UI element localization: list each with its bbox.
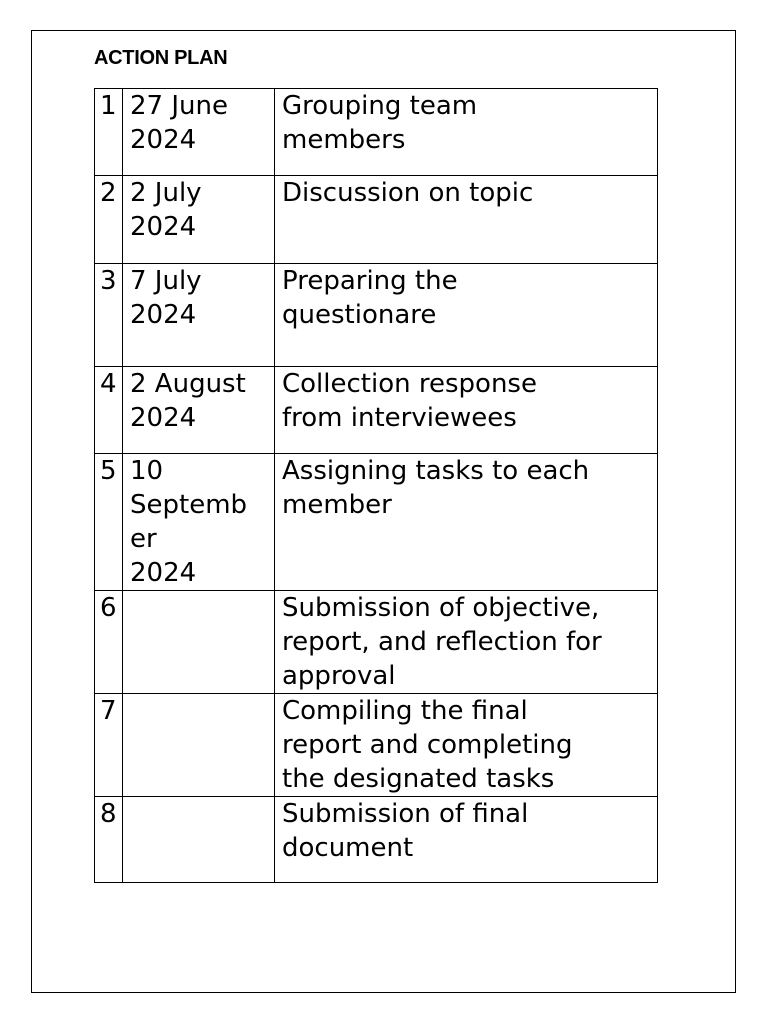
activity-line: Submission of objective, bbox=[282, 593, 600, 623]
date-cell bbox=[123, 797, 275, 883]
activity-line: from interviewees bbox=[282, 403, 517, 433]
table-row bbox=[95, 176, 658, 264]
activity-cell bbox=[275, 264, 658, 367]
date-line: 10 bbox=[130, 456, 164, 486]
date-line: 2 July bbox=[130, 178, 202, 208]
row-number: 7 bbox=[95, 694, 123, 797]
activity-line: Submission of final bbox=[282, 799, 529, 829]
date-cell bbox=[123, 89, 275, 176]
date-line: er bbox=[130, 524, 157, 554]
document-page bbox=[31, 30, 736, 993]
activity-cell bbox=[275, 89, 658, 176]
table-row bbox=[95, 264, 658, 367]
activity-line: members bbox=[282, 125, 406, 155]
activity-line: document bbox=[282, 833, 414, 863]
activity-line: Preparing the bbox=[282, 266, 458, 296]
row-number: 2 bbox=[95, 176, 123, 264]
activity-cell bbox=[275, 367, 658, 454]
date-line: 7 July bbox=[130, 266, 202, 296]
date-cell bbox=[123, 367, 275, 454]
activity-line: Discussion on topic bbox=[282, 178, 534, 208]
date-cell bbox=[123, 694, 275, 797]
activity-line: Compiling the final bbox=[282, 696, 528, 726]
date-line: 2024 bbox=[130, 300, 197, 330]
date-line: 2024 bbox=[130, 558, 197, 588]
activity-line: member bbox=[282, 490, 392, 520]
date-line: 2 August bbox=[130, 369, 246, 399]
row-number: 5 bbox=[95, 454, 123, 591]
row-number: 3 bbox=[95, 264, 123, 367]
activity-line: report, and reflection for bbox=[282, 627, 602, 657]
row-number: 1 bbox=[95, 89, 123, 176]
date-cell bbox=[123, 176, 275, 264]
table-row bbox=[95, 367, 658, 454]
activity-line: Collection response bbox=[282, 369, 537, 399]
table-row bbox=[95, 591, 658, 694]
date-line: 27 June bbox=[130, 91, 228, 121]
table-row bbox=[95, 454, 658, 591]
activity-cell bbox=[275, 694, 658, 797]
activity-line: report and completing bbox=[282, 730, 573, 760]
date-line: 2024 bbox=[130, 403, 197, 433]
activity-line: the designated tasks bbox=[282, 764, 555, 794]
date-cell bbox=[123, 264, 275, 367]
activity-cell bbox=[275, 797, 658, 883]
date-cell bbox=[123, 591, 275, 694]
date-line: Septemb bbox=[130, 490, 248, 520]
activity-line: Assigning tasks to each bbox=[282, 456, 590, 486]
row-number: 6 bbox=[95, 591, 123, 694]
table-row bbox=[95, 797, 658, 883]
activity-cell bbox=[275, 176, 658, 264]
table-row bbox=[95, 89, 658, 176]
activity-line: Grouping team bbox=[282, 91, 478, 121]
document-title: ACTION PLAN bbox=[94, 47, 228, 69]
date-cell bbox=[123, 454, 275, 591]
table-row bbox=[95, 694, 658, 797]
activity-cell bbox=[275, 591, 658, 694]
date-line: 2024 bbox=[130, 212, 197, 242]
action-plan-table bbox=[94, 88, 658, 883]
row-number: 8 bbox=[95, 797, 123, 883]
activity-line: approval bbox=[282, 661, 396, 691]
activity-line: questionare bbox=[282, 300, 437, 330]
date-line: 2024 bbox=[130, 125, 197, 155]
activity-cell bbox=[275, 454, 658, 591]
row-number: 4 bbox=[95, 367, 123, 454]
